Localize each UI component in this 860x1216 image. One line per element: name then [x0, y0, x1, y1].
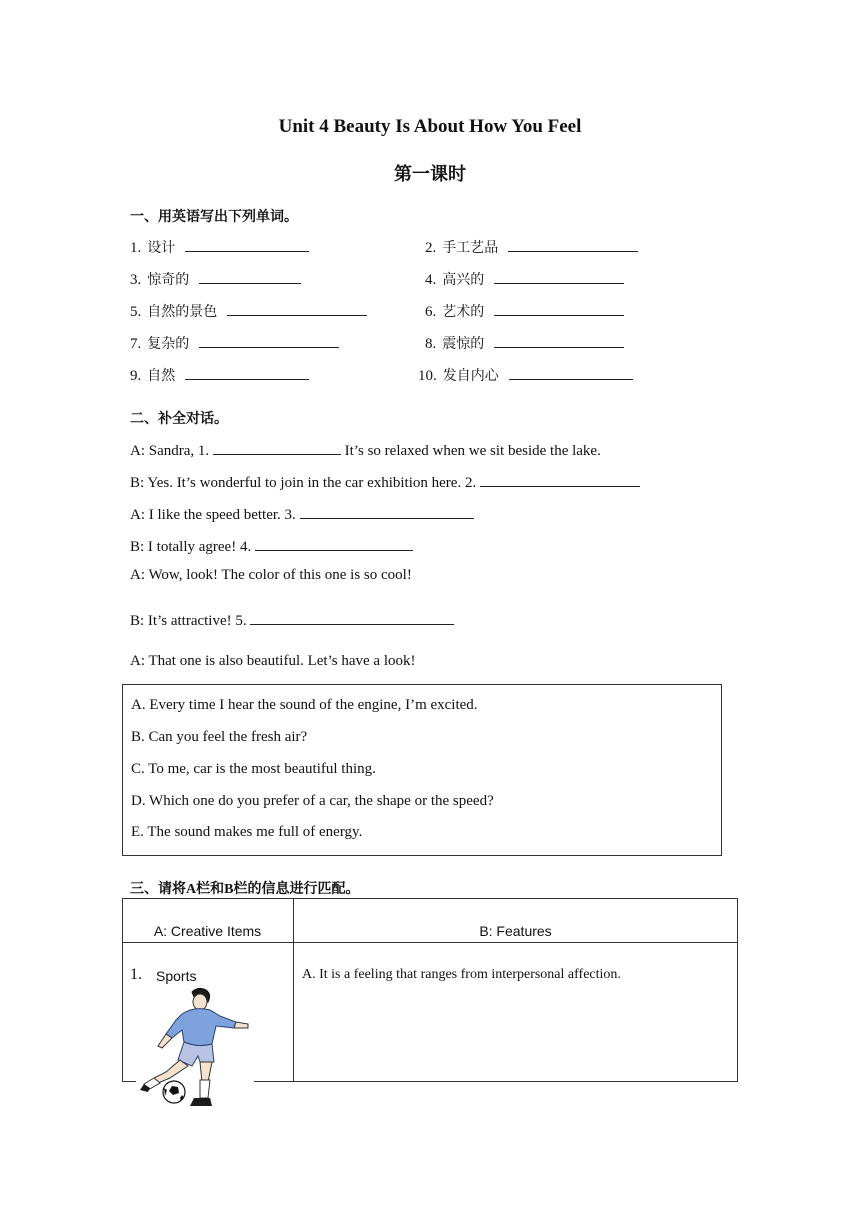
dialogue-text: A: I like the speed better. 3. [130, 507, 300, 523]
page-subtitle: 第一课时 [394, 164, 466, 185]
word-prompt: 高兴的 [442, 272, 485, 288]
option-a: A. Every time I hear the sound of the engine, I’m excited. [131, 697, 478, 713]
table-border-header [122, 942, 738, 943]
row-number: 1. [130, 966, 142, 983]
word-number: 2. [425, 240, 437, 256]
word-number: 10. [418, 368, 437, 384]
dialogue-text: A: Wow, look! The color of this one is so cool! [130, 567, 412, 583]
word-item-4 [425, 269, 624, 289]
dialogue-line-3 [130, 504, 474, 524]
answer-blank[interactable] [508, 237, 638, 252]
answer-blank[interactable] [250, 610, 454, 625]
answer-blank[interactable] [494, 333, 624, 348]
answer-blank[interactable] [199, 333, 339, 348]
table-border-mid [293, 898, 294, 1081]
word-item-5 [130, 301, 367, 321]
word-number: 3. [130, 272, 142, 288]
word-number: 1. [130, 240, 142, 256]
answer-blank[interactable] [480, 472, 640, 487]
word-prompt: 艺术的 [442, 304, 485, 320]
answer-blank[interactable] [227, 301, 367, 316]
feature-text: A. It is a feeling that ranges from interpersonal affection. [302, 967, 621, 982]
dialogue-line-7 [130, 653, 415, 670]
dialogue-line-4 [130, 536, 413, 556]
answer-blank[interactable] [494, 301, 624, 316]
item-label: Sports [156, 968, 197, 984]
dialogue-line-6 [130, 610, 454, 630]
word-prompt: 复杂的 [147, 336, 190, 352]
dialogue-text: B: It’s attractive! 5. [130, 613, 251, 629]
word-item-1 [130, 237, 309, 257]
word-number: 8. [425, 336, 437, 352]
word-prompt: 自然 [147, 368, 176, 384]
table-border-left [122, 898, 123, 1081]
word-prompt: 设计 [147, 240, 176, 256]
word-item-3 [130, 269, 301, 289]
word-number: 7. [130, 336, 142, 352]
answer-blank[interactable] [213, 440, 341, 455]
dialogue-text: A: Sandra, 1. [130, 443, 213, 459]
dialogue-text: B: Yes. It’s wonderful to join in the car exhibition here. 2. [130, 475, 480, 491]
word-item-9 [130, 365, 309, 385]
option-e: E. The sound makes me full of energy. [131, 824, 363, 840]
word-item-7 [130, 333, 339, 353]
dialogue-text: B: I totally agree! 4. [130, 539, 255, 555]
answer-blank[interactable] [509, 365, 633, 380]
soccer-player-illustration [136, 986, 254, 1112]
dialogue-text: A: That one is also beautiful. Let’s have a look! [130, 653, 416, 669]
page-title: Unit 4 Beauty Is About How You Feel [278, 116, 582, 137]
answer-blank[interactable] [185, 365, 309, 380]
column-header-b: B: Features [479, 923, 552, 939]
answer-blank[interactable] [255, 536, 413, 551]
option-d: D. Which one do you prefer of a car, the shape or the speed? [131, 793, 494, 809]
answer-blank[interactable] [300, 504, 474, 519]
options-box [122, 684, 722, 856]
section2-heading: 二、补全对话。 [130, 411, 228, 427]
answer-blank[interactable] [199, 269, 301, 284]
word-item-2 [425, 237, 638, 257]
word-prompt: 惊奇的 [147, 272, 190, 288]
word-item-8 [425, 333, 624, 353]
word-prompt: 震惊的 [442, 336, 485, 352]
table-border-right [737, 898, 738, 1081]
word-item-6 [425, 301, 624, 321]
answer-blank[interactable] [494, 269, 624, 284]
table-border-top [122, 898, 738, 899]
dialogue-line-2 [130, 472, 640, 492]
word-number: 5. [130, 304, 142, 320]
word-item-10 [418, 365, 633, 385]
answer-blank[interactable] [185, 237, 309, 252]
word-prompt: 发自内心 [442, 368, 499, 384]
word-number: 4. [425, 272, 437, 288]
column-header-a: A: Creative Items [153, 923, 262, 939]
section3-heading: 三、请将A栏和B栏的信息进行匹配。 [130, 881, 360, 897]
section1-heading: 一、用英语写出下列单词。 [130, 209, 298, 225]
option-b: B. Can you feel the fresh air? [131, 729, 308, 745]
option-c: C. To me, car is the most beautiful thing. [131, 761, 376, 777]
word-prompt: 自然的景色 [147, 304, 218, 320]
word-number: 9. [130, 368, 142, 384]
dialogue-line-1 [130, 440, 601, 460]
dialogue-line-5 [130, 567, 412, 584]
word-prompt: 手工艺品 [442, 240, 499, 256]
word-number: 6. [425, 304, 437, 320]
dialogue-text: It’s so relaxed when we sit beside the lake. [340, 443, 601, 459]
